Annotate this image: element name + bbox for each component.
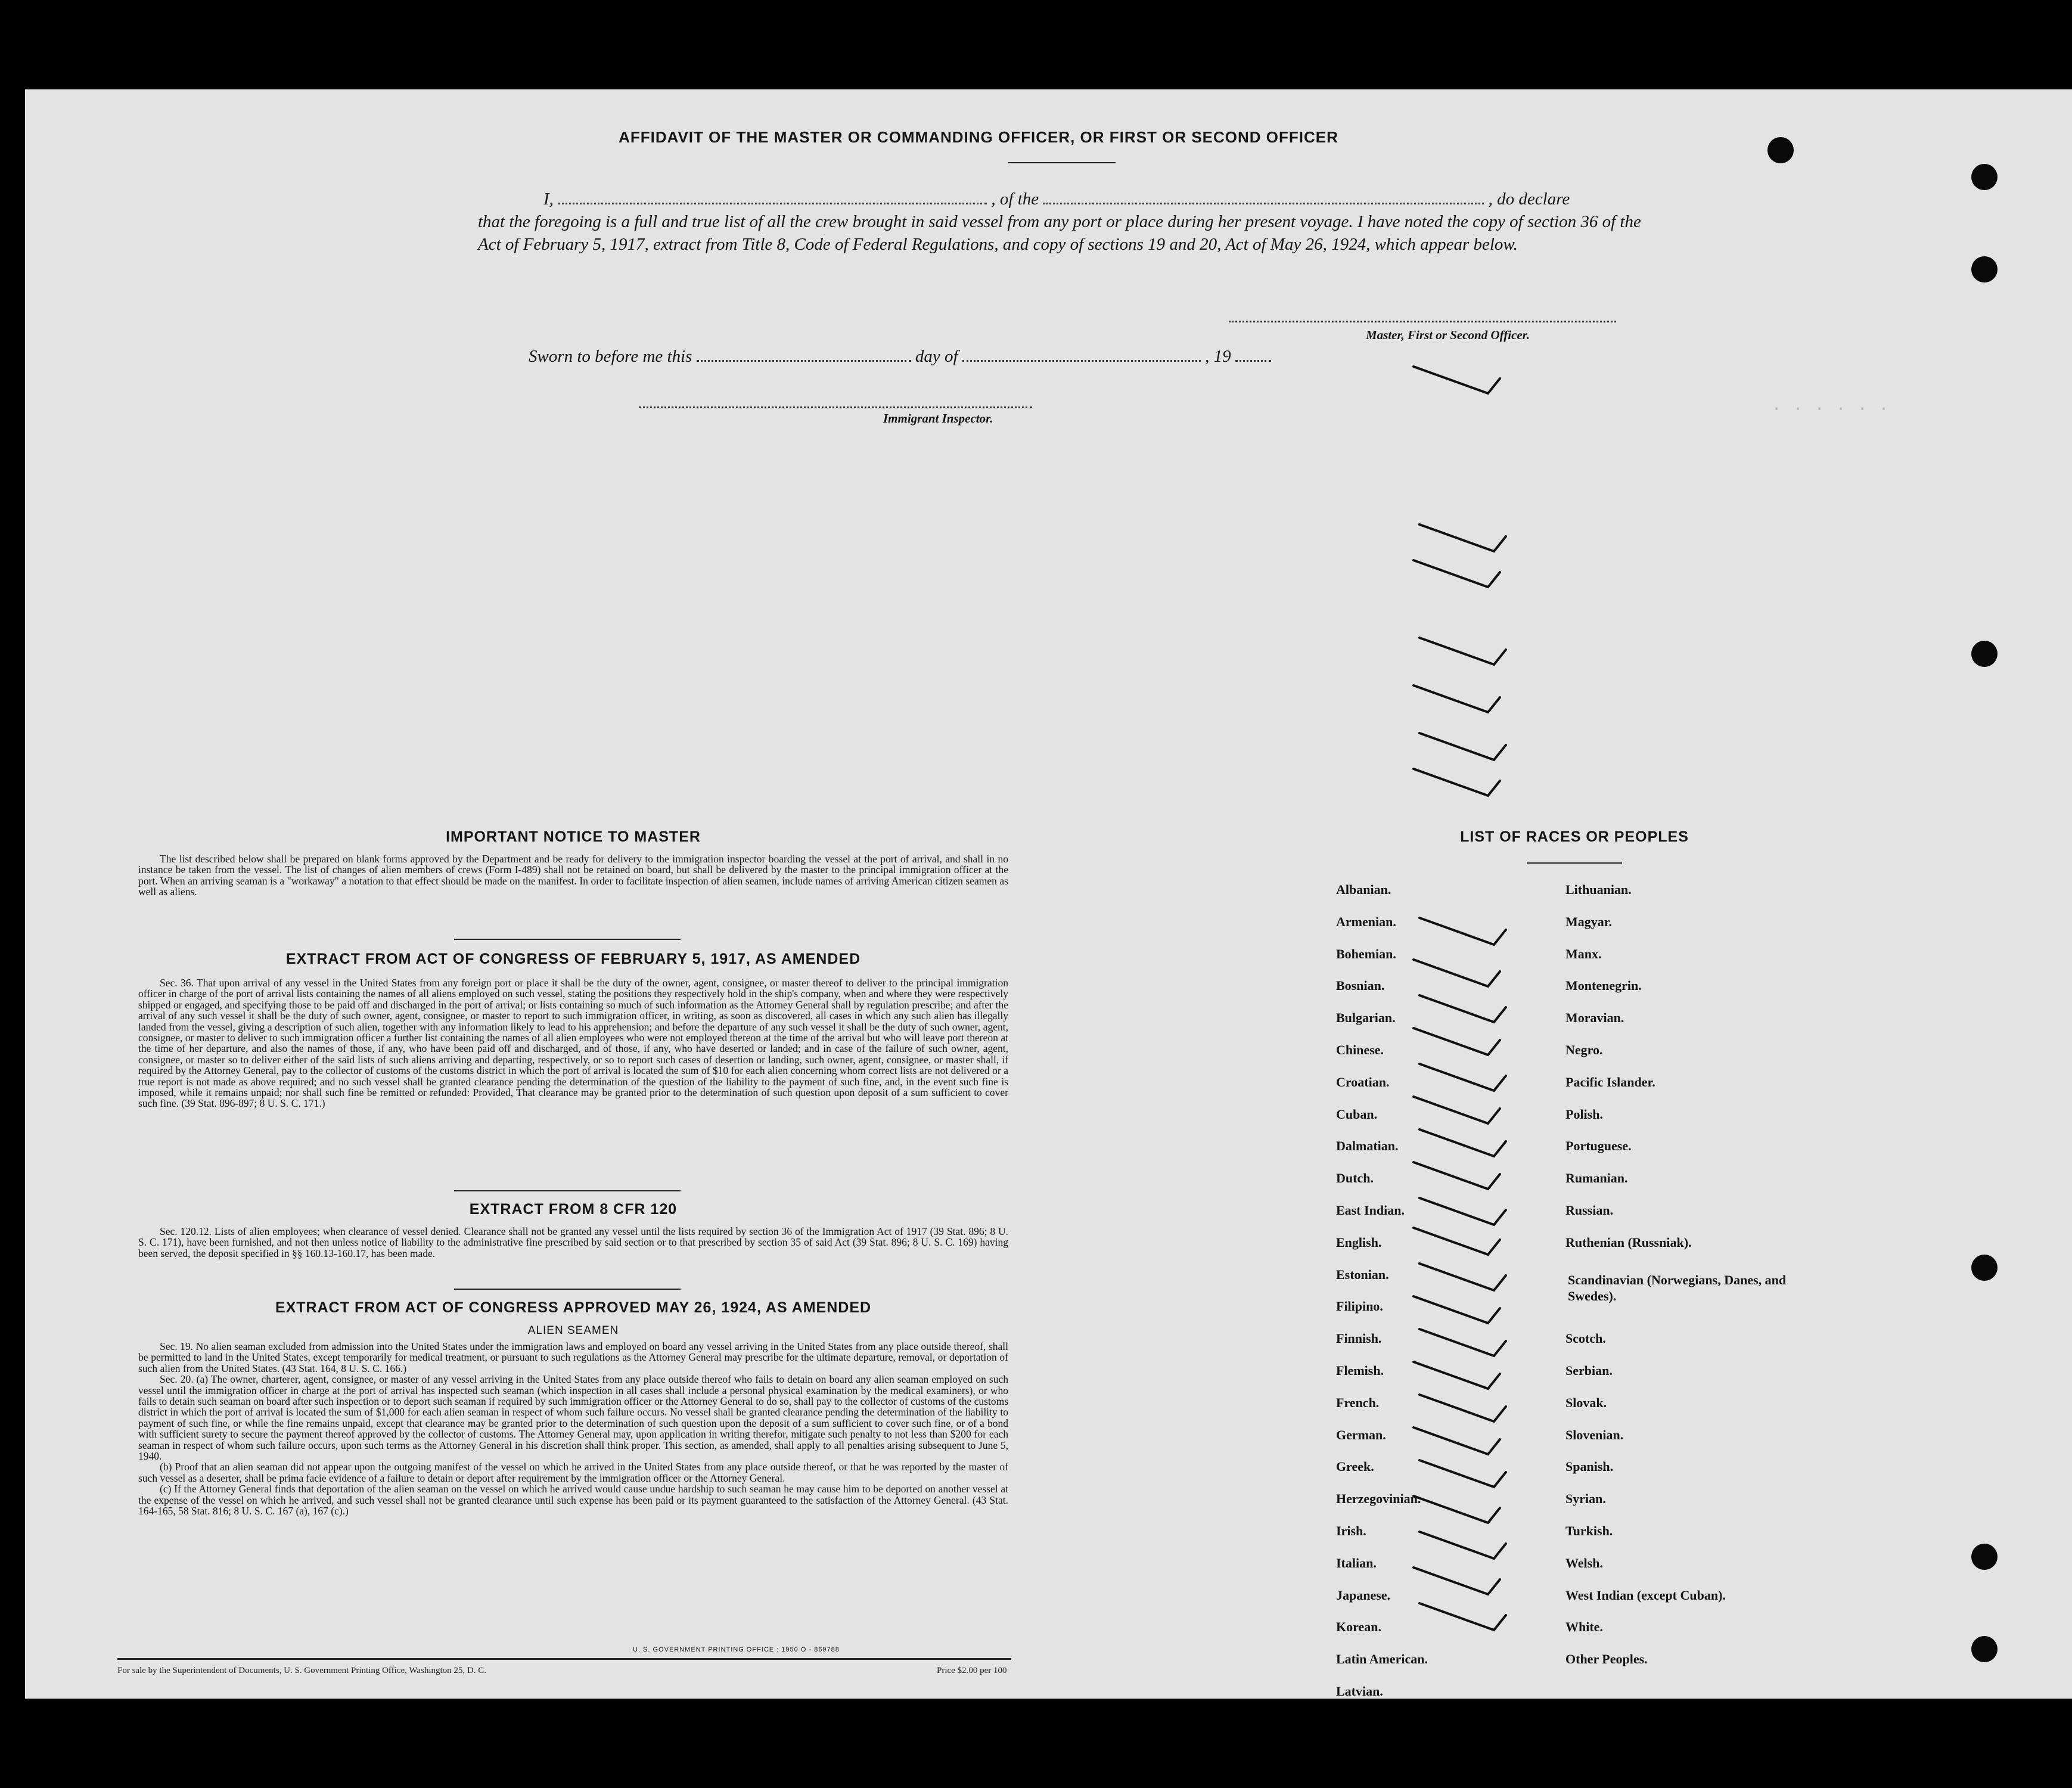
race-item: English. — [1336, 1234, 1382, 1250]
check-mark — [1419, 638, 1506, 665]
check-mark — [1419, 1329, 1506, 1356]
race-item: Turkish. — [1565, 1523, 1613, 1538]
race-item: Greek. — [1336, 1459, 1374, 1475]
race-item: German. — [1336, 1427, 1386, 1442]
extract-8cfr-text: Sec. 120.12. Lists of alien employees; when clearance of vessel denied. Clearance shall not be granted any vessel until the lists required by section 36 of the Immigration Act of 1917 (39 Stat. 896; 8 U. S. C. 171), have been furnished, and not then unless notice of liability to the administrative fine prescribed by said section or to that prescribed by section 35 of said Act (39 Stat. 896; 8 U. S. C. 169) having been served, the deposit specified in §§ 160.13-160.17, has been made. — [138, 1225, 1008, 1259]
race-item: Ruthenian (Russniak). — [1565, 1234, 1692, 1250]
check-mark — [1419, 1198, 1506, 1225]
check-mark — [1414, 560, 1500, 587]
check-mark — [1414, 1567, 1500, 1594]
race-item: Portuguese. — [1565, 1138, 1632, 1154]
race-item: East Indian. — [1336, 1203, 1405, 1218]
check-mark — [1414, 960, 1500, 986]
races-title: LIST OF RACES OR PEOPLES — [1460, 828, 1689, 845]
check-mark — [1414, 685, 1500, 712]
check-mark — [1419, 1460, 1506, 1487]
race-item: Albanian. — [1336, 882, 1391, 897]
race-item: Dalmatian. — [1336, 1138, 1399, 1154]
check-mark — [1414, 367, 1500, 393]
race-item: Croatian. — [1336, 1074, 1390, 1089]
race-item: West Indian (except Cuban). — [1565, 1587, 1726, 1603]
race-item: French. — [1336, 1395, 1380, 1410]
check-mark — [1414, 1228, 1500, 1255]
race-item: Italian. — [1336, 1555, 1377, 1570]
check-mark — [1419, 995, 1506, 1022]
race-item: Irish. — [1336, 1523, 1366, 1538]
check-mark — [1414, 1427, 1500, 1454]
check-marks — [25, 89, 2072, 1699]
race-item: Russian. — [1565, 1203, 1614, 1218]
race-item: Magyar. — [1565, 914, 1613, 929]
extract-1917-text: Sec. 36. That upon arrival of any vessel in the United States from any foreign port or place it shall be the duty of the owner, agent, consignee, or master thereof to deliver to the principal immigration officer in charge of the port of arrival lists containing the names of all aliens employed on such vessel, stating the positions they respectively hold in the ship's company, when and where they were respectively shipped or engaged, and specifying those to be paid off and discharged in the port of arrival; or lists containing so much of such information as the Attorney General shall by regulation prescribe; and after the arrival of any such vessel it shall be the duty of such owner, agent, consignee, or master to report to such immigration officer, in writing, as soon as discovered, all cases in which any such alien has illegally landed from the vessel, giving a description of such alien, together with any information likely to lead to his apprehension; and before the departure of any such vessel it shall be the duty of such owner, agent, consignee, or master to deliver to such immigration officer a further list containing the names of all alien employees who were not employed thereon at the time of the arrival but who will leave port thereon at the time of her departure, and also the names of those, if any, who have been paid off and discharged, and of those, if any, who have deserted or landed; and in case of the failure of such owner, agent, consignee, or master so to deliver either of the said lists of such aliens arriving and departing, respectively, or so to report such cases of desertion or landing, such owner, agent, consignee, or master shall, if required by the Attorney General, pay to the collector of customs of the customs district in which the port of arrival is located the sum of $10 for each alien concerning whom correct lists are not delivered or a true report is not made as above required; and no such vessel shall be granted clearance pending the determination of the question of the liability to the payment of such fine, and, in the event such fine is imposed, while it remains unpaid; nor shall such fine be remitted or refunded: Provided, That clearance may be granted prior to the determination of such question upon deposit of a sum sufficient to cover such fine. (39 Stat. 896-897; 8 U. S. C. 171.) — [138, 977, 1008, 1110]
race-item: Flemish. — [1336, 1363, 1384, 1378]
check-mark — [1419, 524, 1506, 551]
race-item: Negro. — [1565, 1042, 1603, 1057]
check-mark — [1414, 1362, 1500, 1389]
race-item: Serbian. — [1565, 1363, 1613, 1378]
check-mark — [1419, 918, 1506, 945]
check-mark — [1419, 1532, 1506, 1559]
race-item: Bosnian. — [1336, 978, 1385, 994]
sec-19-text: Sec. 19. No alien seaman excluded from admission into the United States under the immigration laws and employed on board any vessel arriving in the United States from any place outside thereof, shall be permitted to land in the United States, except temporarily for medical treatment, or pursuant to such regulations as the Attorney General may prescribe for the ultimate departure, removal, or deportation of such alien from the United States. (43 Stat. 164, 8 U. S. C. 166.) — [138, 1340, 1008, 1374]
race-item: Welsh. — [1565, 1555, 1603, 1570]
inspector-label: Immigrant Inspector. — [883, 411, 993, 426]
race-item: Scandinavian (Norwegians, Danes, and Swedes). — [1568, 1272, 1787, 1303]
punch-hole — [1971, 1255, 1998, 1281]
race-item: White. — [1565, 1619, 1603, 1635]
race-item: Korean. — [1336, 1619, 1381, 1635]
sworn-label: Sworn to before me this — [529, 347, 692, 366]
race-item: Syrian. — [1565, 1491, 1606, 1507]
race-item: Slovak. — [1565, 1395, 1607, 1410]
do-declare-label: , do declare — [1488, 190, 1570, 209]
extract-8cfr-title: EXTRACT FROM 8 CFR 120 — [469, 1201, 678, 1218]
check-mark — [1419, 1129, 1506, 1156]
punch-hole — [1767, 137, 1794, 163]
punch-hole — [1971, 1636, 1998, 1662]
punch-hole — [1971, 641, 1998, 667]
document-sheet — [25, 89, 2072, 1699]
race-item: Cuban. — [1336, 1106, 1378, 1122]
punch-hole — [1971, 164, 1998, 190]
race-item: Rumanian. — [1565, 1171, 1628, 1186]
race-item: Polish. — [1565, 1106, 1603, 1122]
extract-1924-title: EXTRACT FROM ACT OF CONGRESS APPROVED MAY 26, 1924, AS AMENDED — [275, 1299, 872, 1316]
race-item: Finnish. — [1336, 1331, 1382, 1346]
race-item: Other Peoples. — [1565, 1652, 1648, 1667]
race-item: Spanish. — [1565, 1459, 1614, 1475]
race-item: Chinese. — [1336, 1042, 1384, 1057]
race-item: Dutch. — [1336, 1171, 1374, 1186]
race-item: Estonian. — [1336, 1266, 1389, 1282]
race-item: Filipino. — [1336, 1299, 1383, 1314]
master-signature-label: Master, First or Second Officer. — [1366, 328, 1530, 342]
race-item: Scotch. — [1565, 1331, 1606, 1346]
sec-20b-text: (b) Proof that an alien seaman did not appear upon the outgoing manifest of the vessel on which he arrived in the United States from any place outside thereof, or that he was reported by the master of such vessel as a deserter, shall be prima facie evidence of a failure to detain or deport after requirement by the immigration officer or the Attorney General. — [138, 1461, 1008, 1484]
check-mark — [1414, 1162, 1500, 1189]
check-mark — [1419, 1064, 1506, 1091]
bleed-through: · · · · · · — [1771, 399, 1890, 420]
of-the-label: , of the — [991, 190, 1039, 209]
check-mark — [1419, 1603, 1506, 1630]
notice-text: The list described below shall be prepared on blank forms approved by the Department and be ready for delivery to the immigration inspector boarding the vessel at the port of arrival, and shall in no instance be taken from the vessel. The list of changes of alien members of crews (Form I-489) shall not be retained on board, but shall be delivered by the master to the principal immigration officer at the port. When an arriving seaman is a "workaway" a notation to that effect should be made on the manifest. In order to facilitate inspection of alien seamen, include names of arriving American citizen seamen as well as aliens. — [138, 853, 1008, 898]
race-item: Herzegovinian. — [1336, 1491, 1421, 1507]
check-mark — [1414, 1028, 1500, 1055]
punch-hole — [1971, 1544, 1998, 1570]
check-mark — [1419, 1395, 1506, 1421]
check-mark — [1414, 1097, 1500, 1123]
affidavit-title: AFFIDAVIT OF THE MASTER OR COMMANDING OFFICER, OR FIRST OR SECOND OFFICER — [619, 128, 1338, 146]
race-item: Latvian. — [1336, 1684, 1383, 1699]
race-item: Pacific Islander. — [1565, 1074, 1655, 1089]
race-item: Latin American. — [1336, 1652, 1428, 1667]
check-mark — [1414, 1296, 1500, 1323]
race-item: Bohemian. — [1336, 946, 1396, 961]
footer-price: Price $2.00 per 100 — [937, 1666, 1007, 1675]
race-item: Manx. — [1565, 946, 1602, 961]
race-item: Japanese. — [1336, 1587, 1391, 1603]
punch-hole — [1971, 256, 1998, 283]
check-mark — [1419, 1264, 1506, 1290]
race-item: Armenian. — [1336, 914, 1396, 929]
check-mark — [1414, 769, 1500, 796]
check-mark — [1419, 733, 1506, 760]
race-item: Bulgarian. — [1336, 1010, 1396, 1026]
sec-20c-text: (c) If the Attorney General finds that deportation of the alien seaman on the vessel on which he arrived would cause undue hardship to such seaman he may cause him to be deported on another vessel at the expense of the vessel on which he arrived, and such vessel shall not be granted clearance until such expense has been paid or its payment guaranteed to the satisfaction of the Attorney General. (43 Stat. 164-165, 58 Stat. 816; 8 U. S. C. 167 (a), 167 (c).) — [138, 1483, 1008, 1517]
extract-1917-title: EXTRACT FROM ACT OF CONGRESS OF FEBRUARY 5, 1917, AS AMENDED — [285, 951, 861, 967]
race-item: Slovenian. — [1565, 1427, 1624, 1442]
year-label: , 19 — [1205, 347, 1231, 366]
notice-title: IMPORTANT NOTICE TO MASTER — [446, 828, 701, 845]
race-item: Lithuanian. — [1565, 882, 1632, 897]
declaration-text: that the foregoing is a full and true list of all the crew brought in said vessel from any port or place during her present voyage. I have noted the copy of section 36 of the Act of February 5, 1917, extract from Title 8, Code of Federal Regulations, and copy of sections 19 and 20, Act of May 26, 1924, which appear below. — [478, 212, 1641, 254]
i-label: I, — [543, 190, 554, 209]
sec-20a-text: Sec. 20. (a) The owner, charterer, agent, consignee, or master of any vessel arriving in the United States from any place outside thereof who fails to detain on board any alien seaman employed on such vessel until the immigration officer in charge at the port of arrival has inspected such seaman (which inspection in all cases shall include a personal physical examination by the medical examiners), or who fails to detain such seaman on board after such inspection or to deport such seaman if required by such immigration officer or the Attorney General to do so, shall pay to the collector of customs of the customs district in which the port of arrival is located the sum of $1,000 for each alien seaman in respect of whom such failure occurs. No vessel shall be granted clearance pending the determination of the liability to payment of such fine, or while the fine remains unpaid, except that clearance may be granted prior to the determination of such question upon the deposit of a sum sufficient to cover such fine, or of a bond with sufficient surety to secure the payment thereof approved by the collector of customs. The Attorney General may, upon application in writing therefor, mitigate such penalty to not less than $200 for each seaman in respect of whom such failure occurs, upon such terms as the Attorney General in his discretion shall think proper. This section, as amended, shall apply to all penalties arising subsequent to June 5, 1940. — [138, 1373, 1008, 1463]
race-item: Montenegrin. — [1565, 978, 1642, 994]
printing-office-imprint: U. S. GOVERNMENT PRINTING OFFICE : 1950 O - 869788 — [633, 1646, 840, 1653]
race-item: Moravian. — [1565, 1010, 1624, 1026]
footer-sale-note: For sale by the Superintendent of Documents, U. S. Government Printing Office, Washington 25, D. C. — [117, 1666, 486, 1675]
extract-1924-subtitle: ALIEN SEAMEN — [527, 1324, 619, 1337]
check-mark — [1414, 1496, 1500, 1523]
day-of-label: day of — [915, 347, 958, 366]
